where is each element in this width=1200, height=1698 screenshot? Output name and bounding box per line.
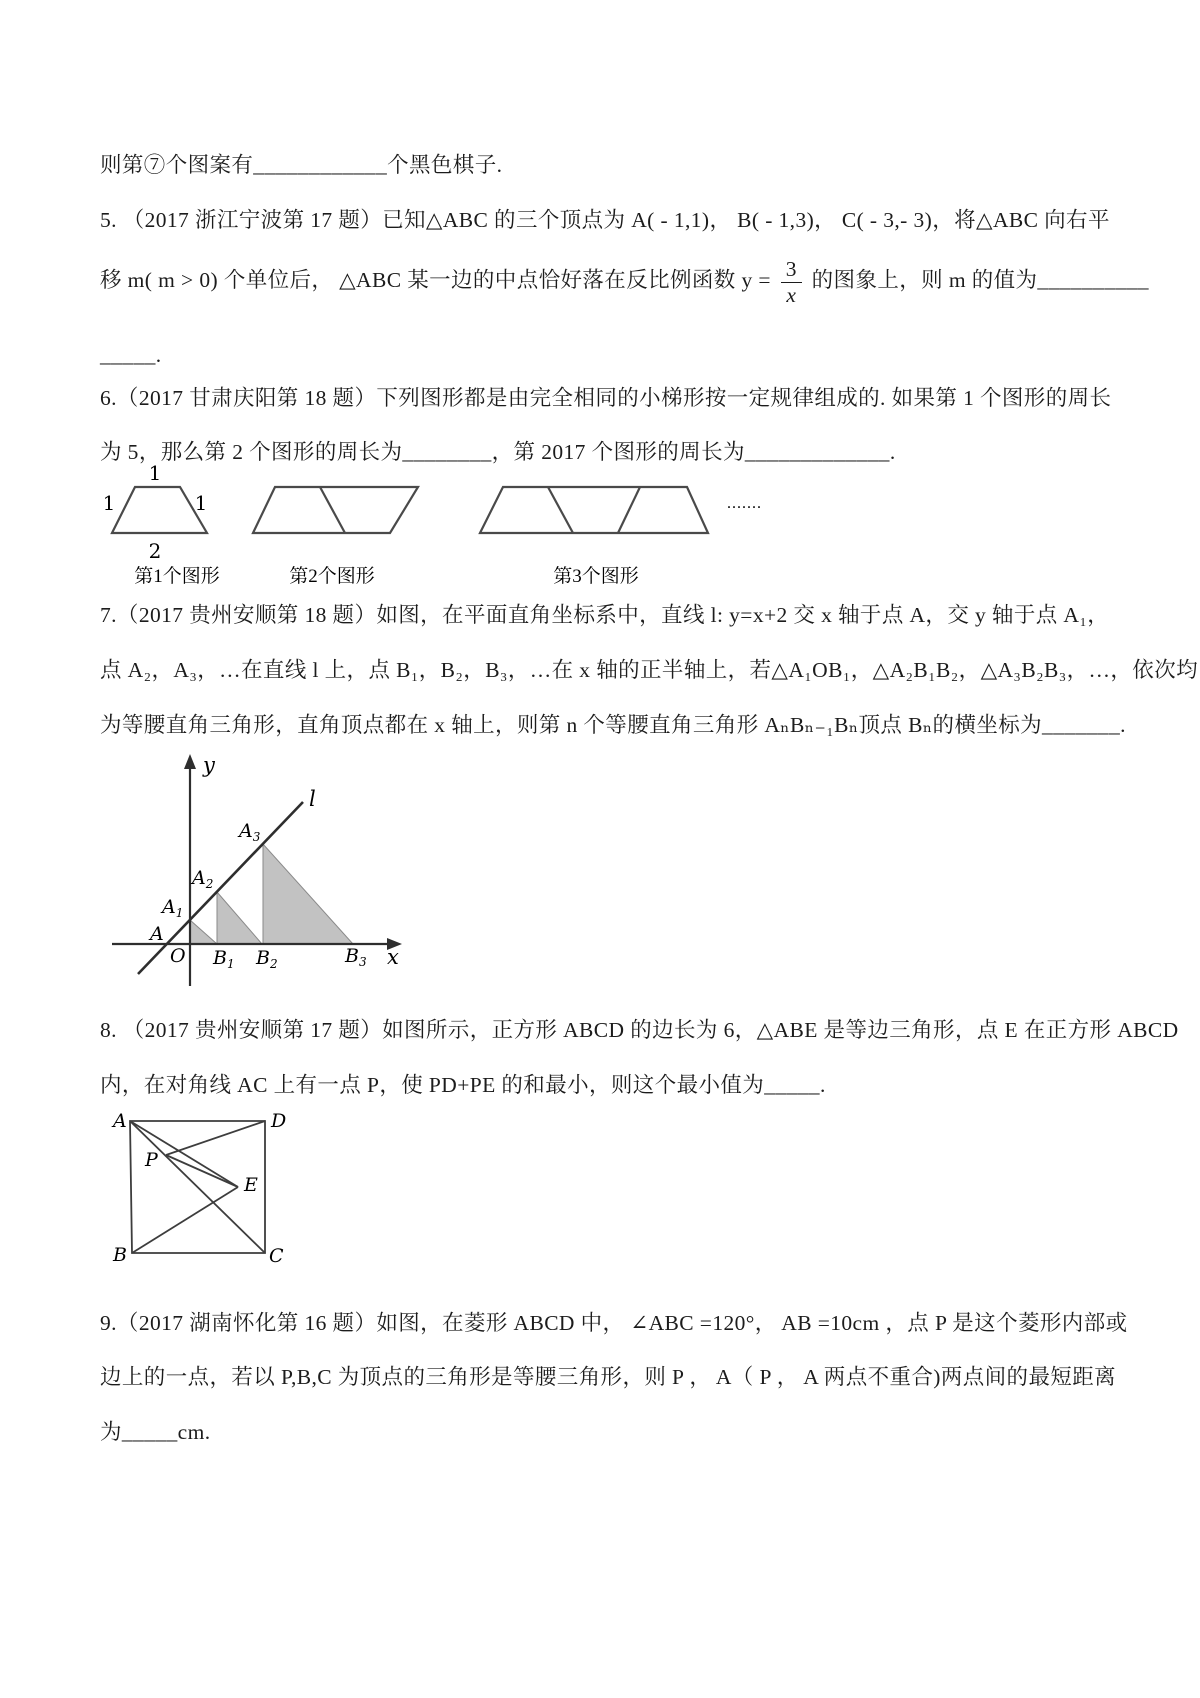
point-A-label: A (150, 923, 164, 945)
intro-line: 则第⑦个图案有____________个黑色棋子. (100, 153, 503, 177)
problem7-line2: 点 A₂，A₃，…在直线 l 上，点 B₁，B₂，B₃，…在 x 轴的正半轴上，若△A₁OB₁，△A₂B₁B₂，△A₃B₂B₃，…，依次均 (100, 658, 1199, 682)
y-axis-arrow (184, 754, 196, 769)
segment-pd (166, 1121, 265, 1155)
point-A1-label: $A_1$ (162, 896, 184, 920)
segment-pe (166, 1155, 238, 1187)
trapezoid-top-length-label: 1 (148, 461, 162, 485)
problem9-line2: 边上的一点，若以 P,B,C 为顶点的三角形是等腰三角形，则 P ， A（ P ， A 两点不重合)两点间的最短距离 (100, 1365, 1117, 1389)
vertex-C-label: C (269, 1245, 284, 1267)
shaded-triangle-3 (263, 844, 353, 944)
problem9-line3: 为_____cm. (100, 1420, 211, 1444)
problem7-line3: 为等腰直角三角形，直角顶点都在 x 轴上，则第 n 个等腰直角三角形 AₙBₙ₋₁Bₙ顶点 Bₙ的横坐标为_______. (100, 713, 1126, 737)
vertex-D-label: D (271, 1110, 287, 1132)
problem8-line2: 内，在对角线 AC 上有一点 P，使 PD+PE 的和最小，则这个最小值为_____. (100, 1073, 826, 1097)
problem7-line1: 7.（2017 贵州安顺第 18 题）如图，在平面直角坐标系中，直线 l: y=x+2 交 x 轴于点 A，交 y 轴于点 A₁， (100, 603, 1110, 627)
trapezoid-figure3 (480, 487, 708, 533)
point-B2-label: $B_2$ (256, 947, 278, 971)
shaded-triangle-1 (190, 920, 217, 944)
y-axis-label: y (203, 753, 215, 777)
vertex-A-label: A (113, 1110, 127, 1132)
problem8-line1: 8. （2017 贵州安顺第 17 题）如图所示，正方形 ABCD 的边长为 6，△ABE 是等边三角形，点 E 在正方形 ABCD (100, 1018, 1179, 1042)
point-P-label: P (145, 1149, 158, 1171)
figure2-caption: 第2个图形 (289, 566, 375, 587)
trapezoid-figure2 (253, 487, 418, 533)
fraction-numerator: 3 (781, 258, 802, 283)
point-B3-label: $B_3$ (345, 945, 367, 969)
vertex-B-label: B (113, 1244, 127, 1266)
figure2-inner-edge (320, 487, 345, 533)
problem9-line1: 9.（2017 湖南怀化第 16 题）如图，在菱形 ABCD 中， ∠ABC =120°， AB =10cm ，点 P 是这个菱形内部或 (100, 1311, 1128, 1335)
trapezoid-right-length-label: 1 (194, 491, 208, 515)
problem5-line3: _____. (100, 343, 162, 367)
problem5-line1: 5. （2017 浙江宁波第 17 题）已知△ABC 的三个顶点为 A( - 1,1)， B( - 1,3)， C( - 3,- 3)，将△ABC 向右平 (100, 208, 1110, 232)
figure-coordinate-triangles (100, 748, 430, 998)
fraction-3-over-x (781, 258, 802, 306)
problem6-line1: 6.（2017 甘肃庆阳第 18 题）下列图形都是由完全相同的小梯形按一定规律组成的. 如果第 1 个图形的周长 (100, 386, 1112, 410)
segment-be (132, 1187, 238, 1253)
x-axis-label: x (387, 945, 399, 969)
trapezoid-bottom-length-label: 2 (148, 539, 162, 563)
point-B1-label: $B_1$ (213, 947, 235, 971)
figure-trapezoid-sequence (95, 458, 795, 608)
figure3-inner-edge-1 (548, 487, 573, 533)
problem5-line2 (100, 257, 1149, 307)
trapezoid-figure1 (112, 487, 207, 533)
line-l-label: l (309, 787, 316, 811)
point-A3-label: $A_3$ (239, 820, 261, 844)
figure3-inner-edge-2 (618, 487, 640, 533)
problem5-line2-after: 的图象上，则 m 的值为__________ (811, 268, 1149, 292)
problem5-line2-before: 移 m( m > 0) 个单位后， △ABC 某一边的中点恰好落在反比例函数 y = (100, 268, 771, 292)
fraction-denominator: x (786, 282, 797, 307)
problem6-line2: 为 5，那么第 2 个图形的周长为________，第 2017 个图形的周长为_____________. (100, 440, 896, 464)
point-A2-label: $A_2$ (192, 867, 214, 891)
figure1-caption: 第1个图形 (134, 566, 220, 587)
figure3-caption: 第3个图形 (553, 566, 639, 587)
trapezoid-left-length-label: 1 (102, 491, 116, 515)
origin-label: O (170, 945, 186, 967)
point-E-label: E (244, 1174, 258, 1196)
sequence-ellipsis: ....... (727, 495, 762, 512)
shaded-triangle-2 (217, 892, 262, 944)
figure-square-abcd (105, 1103, 315, 1293)
